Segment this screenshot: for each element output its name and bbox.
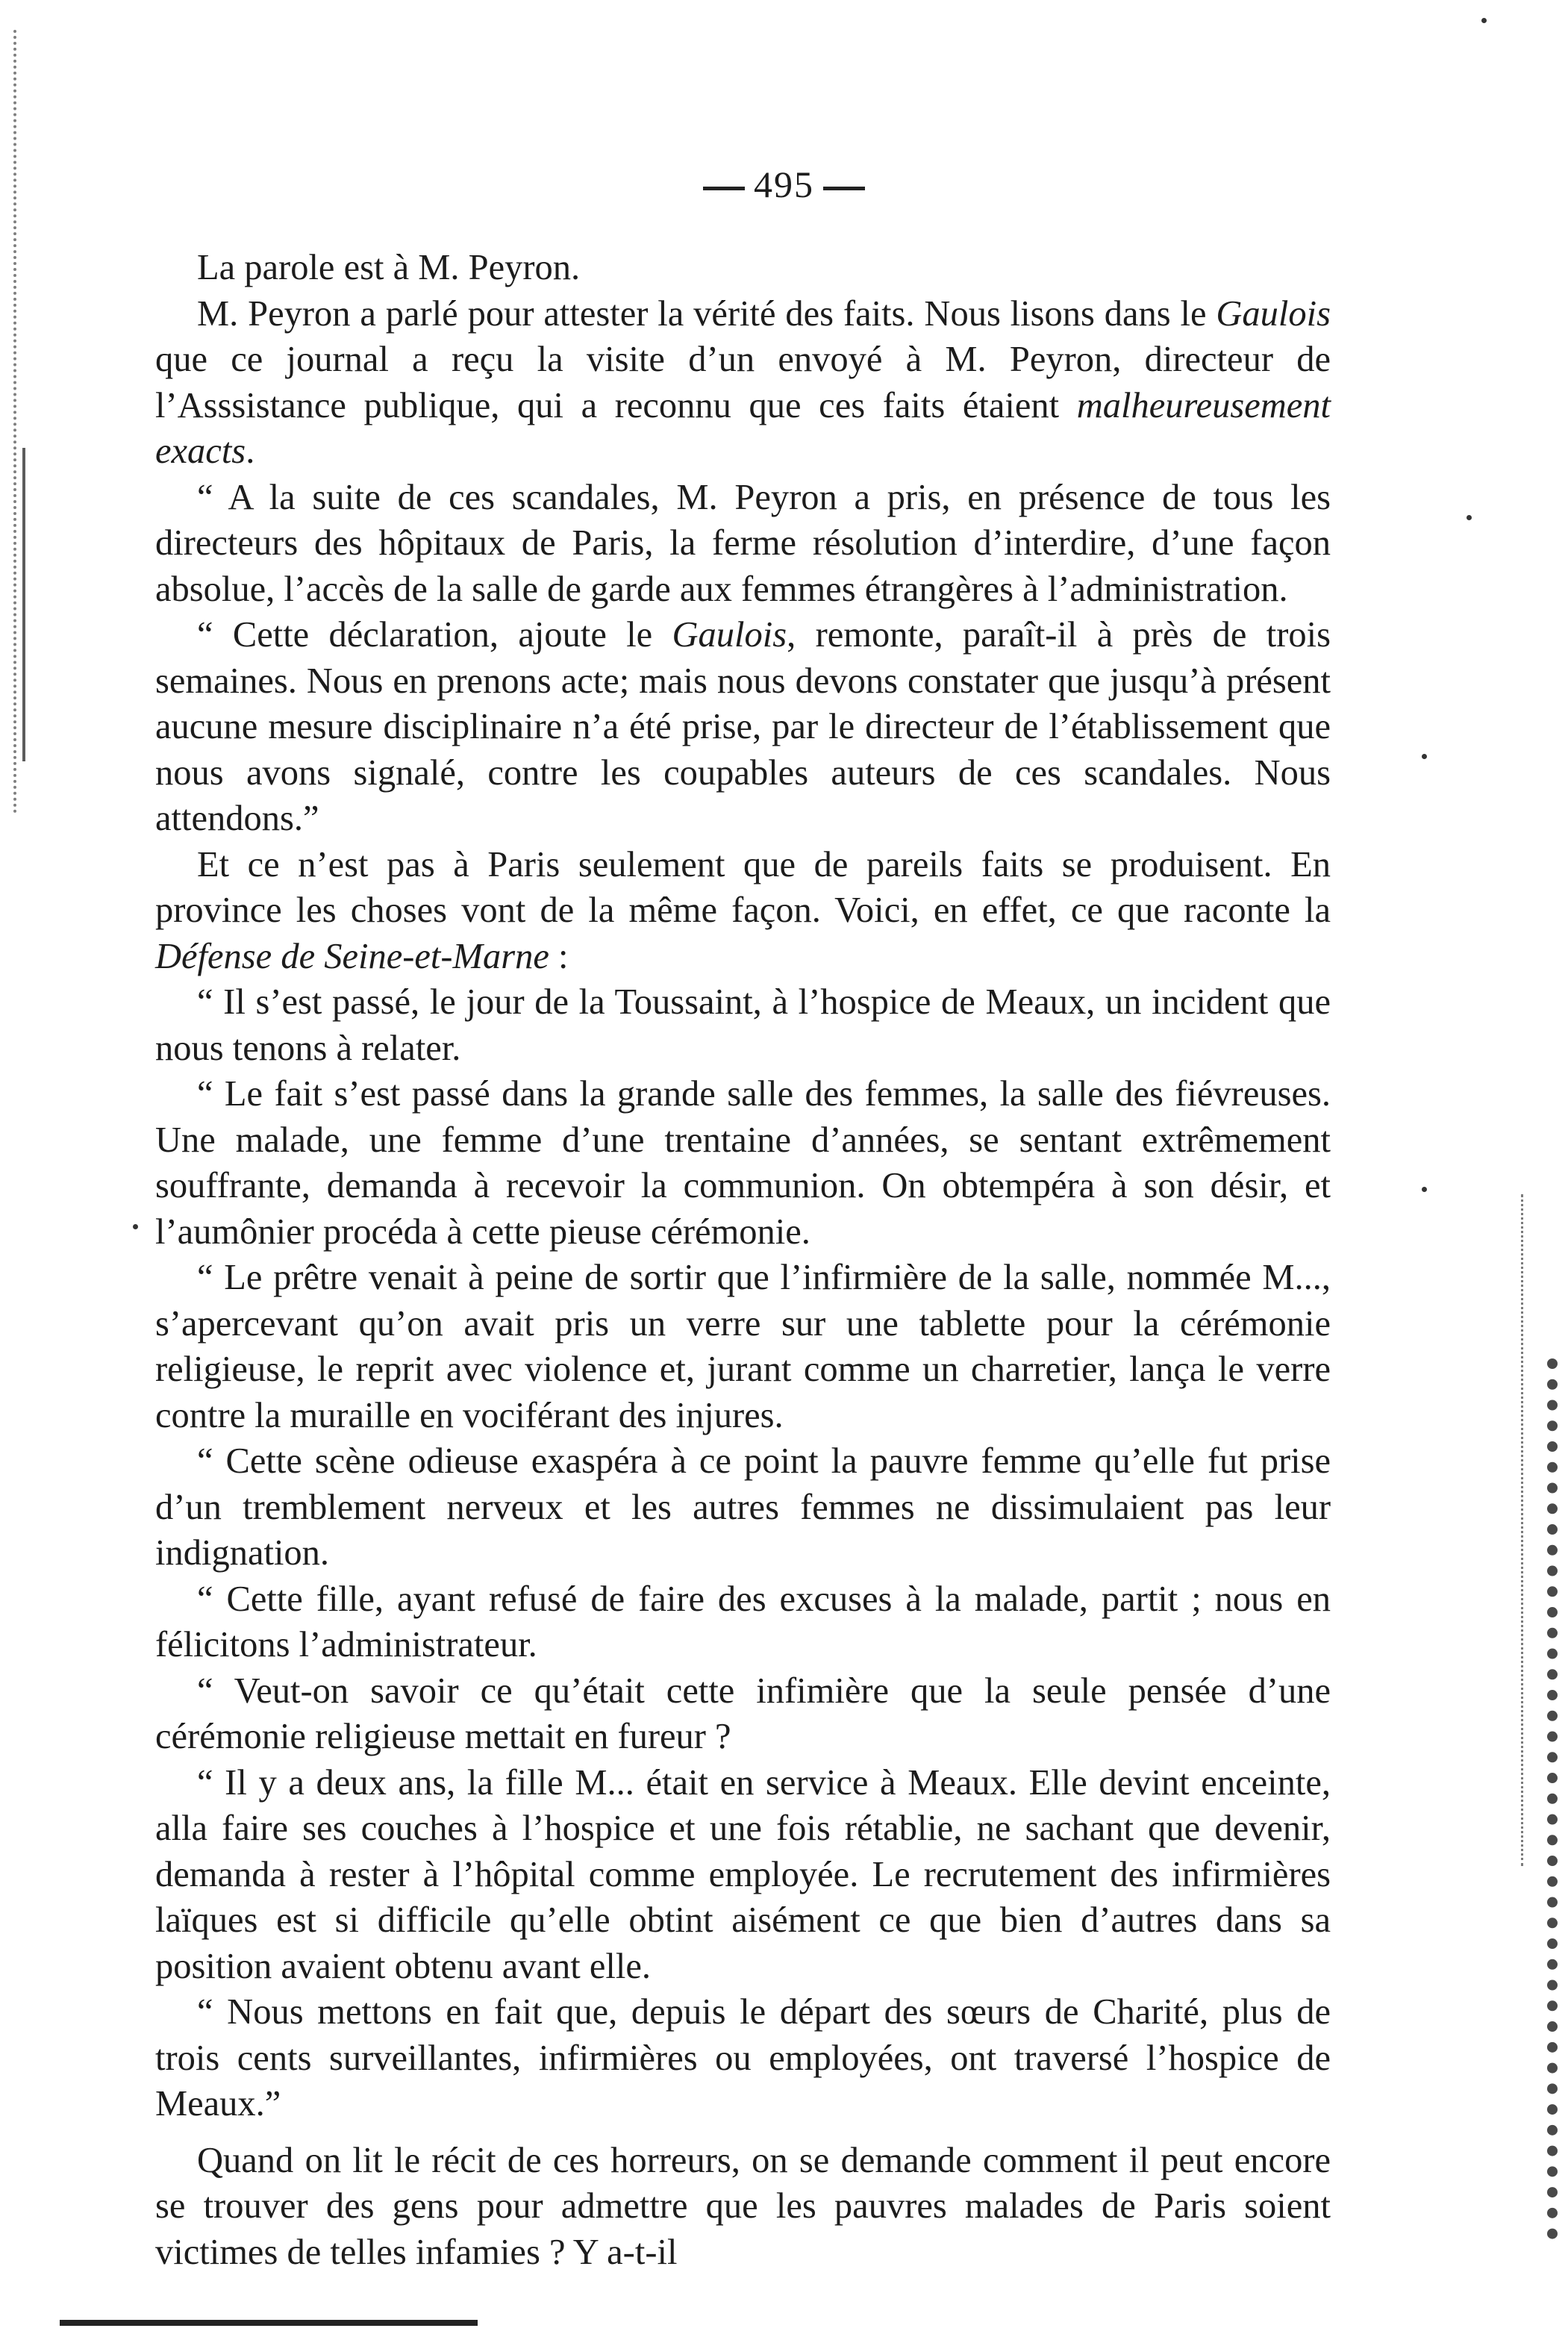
paragraph: M. Peyron a parlé pour attester la vérité des faits. Nous lisons dans le Gaulois que ce journal a reçu la visite d’un envoyé à M. Peyron, directeur de l’Asssistance publique, qui a reconnu que ces faits étaient malheureusement exacts. bbox=[155, 293, 1331, 471]
scan-edge-left-line bbox=[22, 448, 25, 761]
body-text bbox=[155, 245, 1331, 2275]
italic-term: malheureusement exacts bbox=[155, 385, 1331, 471]
page-number-dash-right bbox=[823, 187, 865, 190]
paragraph: “ Il s’est passé, le jour de la Toussaint, à l’hospice de Meaux, un incident que nous tenons à relater. bbox=[155, 982, 1331, 1068]
paragraph: “ Il y a deux ans, la fille M... était en service à Meaux. Elle devint enceinte, alla faire ses couches à l’hospice et une fois rétablie, ne sachant que devenir, demanda à rester à l’hôpital comme employée. Le recrutement des infirmières laïques est si difficile qu’elle obtint aisément ce que bien d’autres dans sa position avaient obtenu avant elle. bbox=[155, 1762, 1331, 1986]
scan-speck bbox=[1422, 754, 1427, 759]
page-number-value: 495 bbox=[754, 163, 814, 205]
page-number bbox=[0, 163, 1568, 206]
italic-term: Gaulois bbox=[672, 615, 787, 655]
scan-edge-right-line bbox=[1518, 1194, 1523, 1866]
scan-speck bbox=[133, 1224, 138, 1229]
paragraph: “ Cette fille, ayant refusé de faire des excuses à la malade, partit ; nous en félicitons l’administrateur. bbox=[155, 1579, 1331, 1664]
paragraph: Et ce n’est pas à Paris seulement que de pareils faits se produisent. En province les choses vont de la même façon. Voici, en effet, ce que raconte la Défense de Seine-et-Marne : bbox=[155, 844, 1331, 976]
italic-term: Défense de Seine-et-Marne bbox=[155, 936, 549, 976]
paragraph: “ Cette scène odieuse exaspéra à ce point la pauvre femme qu’elle fut prise d’un tremblement nerveux et les autres femmes ne dissimulaient pas leur indignation. bbox=[155, 1441, 1331, 1573]
scan-speck bbox=[1467, 515, 1472, 520]
paragraph: “ Cette déclaration, ajoute le Gaulois, remonte, paraît-il à près de trois semaines. Nous en prenons acte; mais nous devons constater que jusqu’à présent aucune mesure disciplinaire n’a été prise, par le directeur de l’établissement que nous avons signalé, contre les coupables auteurs de ces scandales. Nous attendons.” bbox=[155, 615, 1331, 838]
scan-speck bbox=[1481, 18, 1487, 23]
paragraph: Quand on lit le récit de ces horreurs, on se demande comment il peut encore se trouver des gens pour admettre que les pauvres malades de Paris soient victimes de telles infamies ? Y a-t-il bbox=[155, 2140, 1331, 2272]
scan-edge-right bbox=[1529, 1358, 1558, 2239]
paragraph: “ A la suite de ces scandales, M. Peyron a pris, en présence de tous les directeurs des hôpitaux de Paris, la ferme résolution d’interdire, d’une façon absolue, l’accès de la salle de garde aux femmes étrangères à l’administration. bbox=[155, 477, 1331, 609]
paragraph: La parole est à M. Peyron. bbox=[197, 248, 581, 287]
page-number-dash-left bbox=[703, 187, 745, 190]
scan-speck bbox=[1422, 1187, 1427, 1192]
paragraph: “ Le fait s’est passé dans la grande salle des femmes, la salle des fiévreuses. Une malade, une femme d’une trentaine d’années, se sentant extrêmement souffrante, demanda à recevoir la communion. On obtempéra à son désir, et l’aumônier procéda à cette pieuse cérémonie. bbox=[155, 1074, 1331, 1252]
paragraph: “ Nous mettons en fait que, depuis le départ des sœurs de Charité, plus de trois cents surveillantes, infirmières ou employées, ont traversé l’hospice de Meaux.” bbox=[155, 1992, 1331, 2124]
italic-term: Gaulois bbox=[1216, 293, 1331, 334]
scan-bottom-rule bbox=[60, 2320, 478, 2326]
paragraph: “ Veut-on savoir ce qu’était cette infimière que la seule pensée d’une cérémonie religieuse mettait en fureur ? bbox=[155, 1670, 1331, 1756]
paragraph: “ Le prêtre venait à peine de sortir que l’infirmière de la salle, nommée M..., s’apercevant qu’on avait pris un verre sur une tablette pour la cérémonie religieuse, le reprit avec violence et, jurant comme un charretier, lança le verre contre la muraille en vociférant des injures. bbox=[155, 1258, 1331, 1435]
